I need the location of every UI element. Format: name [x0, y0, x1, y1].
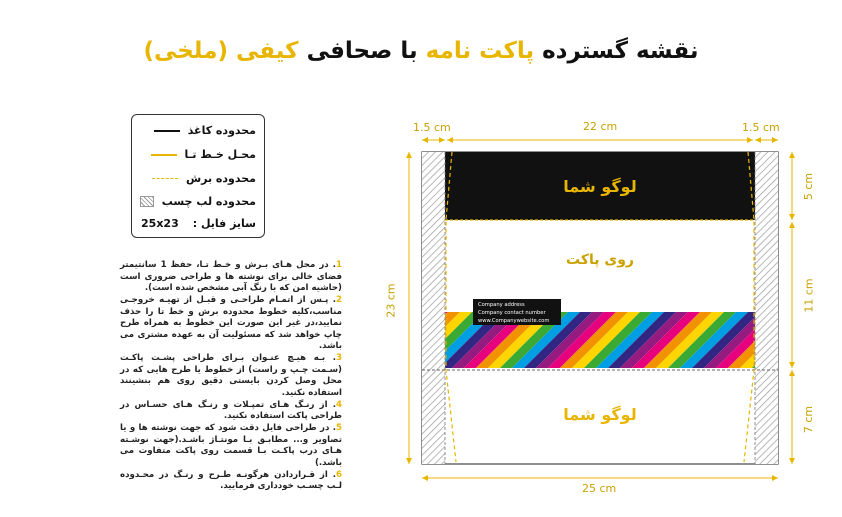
dim-top-left: 1.5 cm — [413, 121, 451, 134]
legend-size-value: 25x23 — [141, 217, 179, 230]
stripe-34 — [788, 312, 842, 368]
stripe-33 — [776, 312, 842, 368]
dim-top-right: 1.5 cm — [742, 121, 780, 134]
title-part-4: کیفی (ملخی) — [143, 38, 299, 64]
title-part-1: نقشه گسترده — [542, 38, 699, 64]
legend-cut-label: محدوده برش — [185, 172, 256, 185]
dim-right-top: 5 cm — [802, 172, 816, 201]
address-line-2: Company contact number — [478, 310, 546, 316]
glue-strip-left — [422, 152, 445, 464]
title-part-2: پاکت نامه — [425, 38, 535, 64]
dim-left: 23 cm — [384, 283, 398, 318]
note-2: 2. پـس از اتمـام طراحـی و قبـل از تهیـه خروجـی مناسب،کلیه خطوط محدوده برش و خط تا را حذف نمایید،در غیر این صورت این خطوط به همراه طرح چاپ خواهد شد که مسئولیت آن به عهده مشتری می باشد. — [120, 295, 342, 351]
legend-fold-label: محـل خـط تـا — [184, 148, 256, 161]
legend-paper-label: محدوده کاغذ — [187, 124, 256, 137]
dim-top-mid: 22 cm — [583, 120, 618, 133]
note-5: 5. در طراحی فایل دقت شود که جهت نوشته ها و یا تصاویر و... مطابـق بـا مونتـاژ باشـد.(جهت نوشـته هـای درب پاکـت بـا قسمت روی پاکت متفاوت می باشد.) — [120, 423, 342, 468]
dim-right-bottom: 7 cm — [802, 405, 816, 434]
note-6: 6. از قـراردادن هرگونـه طـرح و رنـگ در محـدوده لـب چسـب خودداری فرمایید. — [120, 469, 342, 491]
dim-bottom: 25 cm — [582, 482, 617, 495]
legend-glue-label: محدوده لب چسب — [161, 195, 256, 208]
note-1: 1. در محل هـای بـرش و خـط تـا، حفظ 1 سانتیمتر فضای خالی برای نوشته ها و طراحی ضروری است (حاشیه امن که با رنگ آبی مشخص شده است). — [120, 260, 342, 293]
title-part-3: با صحافی — [306, 38, 418, 64]
front-label: روی پاکت — [566, 252, 634, 268]
glue-strip-right — [755, 152, 778, 464]
bottom-logo-text: لوگو شما — [563, 405, 637, 424]
note-4: 4. از رنـگ هـای تمپـلات و رنـگ هـای حسـاس در طراحی پاکت استفاده نکنید. — [120, 399, 342, 421]
top-logo-text: لوگو شما — [563, 177, 637, 196]
legend-size-label: سایز فایل : — [192, 217, 256, 230]
address-line-1: Company address — [478, 302, 525, 308]
dim-right-mid: 11 cm — [802, 278, 816, 313]
address-line-3: www.Companywebsite.com — [478, 318, 550, 324]
note-3: 3. بـه هیـچ عنـوان بـرای طراحی پشـت پاکـت (سـمت چـپ و راست) از خطوط یا طرح هایی که در محل وصل کردن بایستی دقیق روی هم بنشینند استفاده نکنید. — [120, 353, 342, 398]
